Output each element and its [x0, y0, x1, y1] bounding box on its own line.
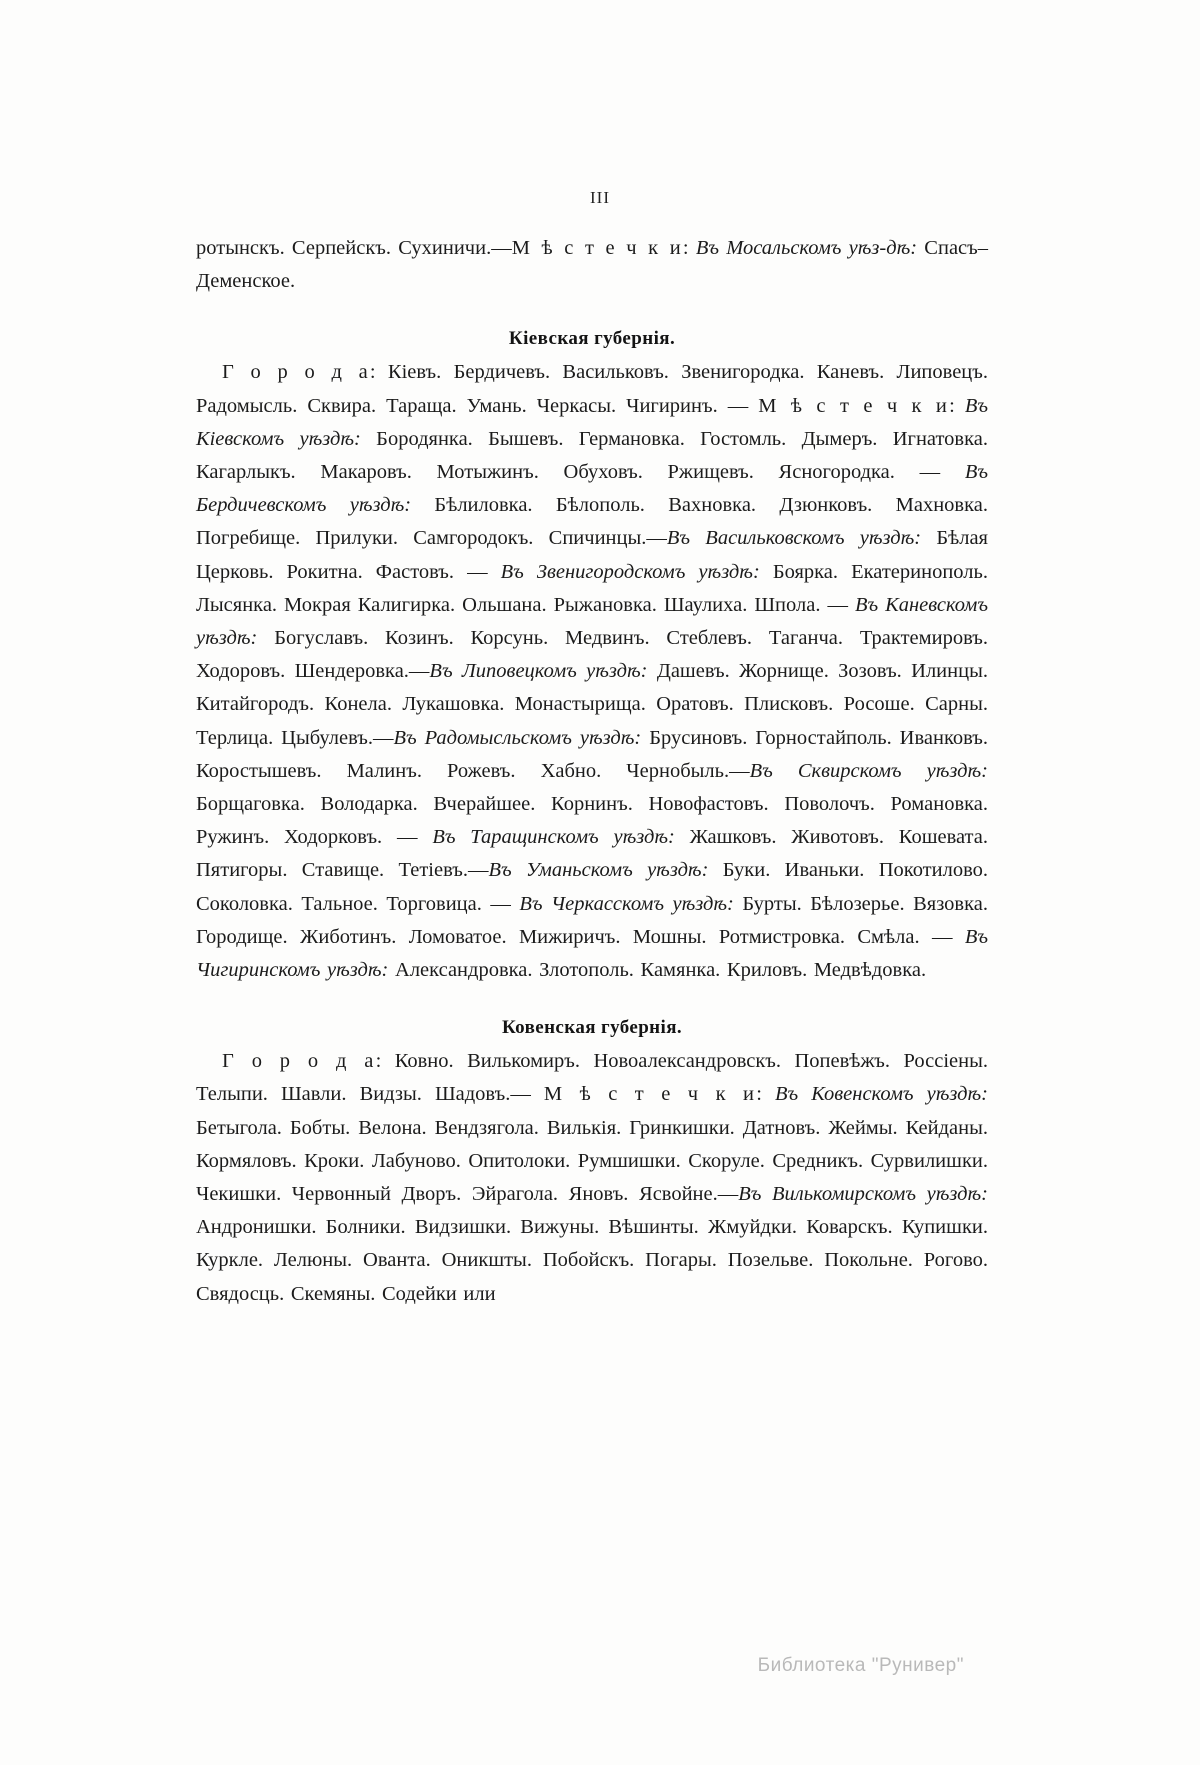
text-run: Борщаговка. Володарка. Вчерайшее. Корнинъ. Новофастовъ. Поволочъ. Романовка. Ружинъ. Ходорковъ. — [196, 793, 988, 849]
text-run: Богуславъ. Козинъ. Корсунь. Медвинъ. Стеблевъ. Таганча. Трактемировъ. Ходоровъ. Шендеровка.— [196, 627, 988, 683]
text-run: Бурты. Бѣлозерье. Вязовка. Городище. Жиботинъ. Ломоватое. Мижиричъ. Мошны. Ротмистровка. Смѣла. — [196, 892, 988, 948]
text-blocks [196, 232, 988, 1327]
text-run: Въ Бердичевскомъ уѣздѣ: [196, 461, 988, 517]
text-run: Г о р о д а [222, 1050, 376, 1073]
body-paragraph [196, 232, 988, 298]
text-run: : Кіевъ. Бердичевъ. Васильковъ. Звенигородка. Каневъ. Липовецъ. Радомысль. Сквира. Тараща. Умань. Черкасы. Чигиринъ. — [196, 361, 988, 417]
text-run: : Ковно. Вилькомиръ. Новоалександровскъ. Попевѣжъ. Россіены. Телыпи. Шавли. Видзы. Шадовъ.— [196, 1050, 988, 1106]
text-run: Въ Вилькомирскомъ уѣздѣ: [738, 1183, 988, 1206]
text-run: Бѣлиловка. Бѣлополь. Вахновка. Дзюнковъ. Махновка. Погребище. Прилуки. Самгородокъ. Спичинцы.— [196, 494, 988, 550]
text-run: Брусиновъ. Горностайполь. Иванковъ. Коростышевъ. Малинъ. Рожевъ. Хабно. Чернобыль.— [196, 726, 989, 782]
section-heading: Ковенская губернія. [501, 1017, 683, 1039]
text-run: : [756, 1083, 775, 1106]
text-run: Въ Уманьскомъ уѣздѣ: [488, 859, 709, 882]
page-content [196, 232, 988, 1327]
block-spacer [196, 987, 988, 1003]
text-run: Спасъ–Деменское. [196, 237, 988, 293]
text-run: Бетыгола. Бобты. Велона. Вендзягола. Вилькія. Гринкишки. Датновъ. Жеймы. Кейданы. Кормяловъ. Кроки. Лабуново. Опитолоки. Румшишки. Скоруле. Средникъ. Сурвилишки. Чекишки. Червонный Дворъ. Эйрагола. Яновъ. Ясвойне.— [196, 1116, 988, 1206]
page-number: III [590, 188, 610, 207]
body-paragraph [196, 356, 988, 987]
text-run: Въ Таращинскомъ уѣздѣ: [432, 826, 675, 849]
text-run: Въ Звенигородскомъ уѣздѣ: [500, 560, 760, 583]
library-watermark: Библиотека "Рунивер" [757, 1655, 964, 1676]
text-run: Въ Чигиринскомъ уѣздѣ: [196, 925, 988, 982]
text-run: Въ Липовецкомъ уѣздѣ: [429, 660, 648, 683]
text-run: Дашевъ. Жорнище. Зозовъ. Илинцы. Китайгородъ. Конела. Лукашовка. Монастырища. Оратовъ. Плисковъ. Росоше. Сарны. Терлица. Цыбулевъ.— [196, 660, 988, 749]
text-run: Въ Черкасскомъ уѣздѣ: [519, 892, 734, 915]
text-run: Въ Кіевскомъ уѣздѣ: [196, 394, 988, 450]
text-run: Въ Каневскомъ уѣздѣ: [196, 593, 989, 650]
text-run: Въ Ковенскомъ уѣздѣ: [774, 1083, 988, 1106]
text-run: Александровка. Злотополь. Камянка. Криловъ. Медвѣдовка. [388, 959, 927, 982]
text-run: Бѣлая Церковь. Рокитна. Фастовъ. — [196, 527, 988, 583]
text-run: Боярка. Екатеринополь. Лысянка. Мокрая Калигирка. Ольшана. Рыжановка. Шаулиха. Шпола. — [196, 560, 988, 616]
block-spacer [196, 298, 988, 314]
text-run: Въ Радомысльскомъ уѣздѣ: [393, 726, 642, 749]
text-run: Бородянка. Бышевъ. Германовка. Гостомль. Дымеръ. Игнатовка. Кагарлыкъ. Макаровъ. Мотыжинъ. Обуховъ. Ржищевъ. Ясногородка. — [196, 427, 988, 484]
text-run: М ѣ с т е ч к и [758, 394, 950, 417]
text-run: Въ Сквирскомъ уѣздѣ: [749, 759, 988, 782]
text-run: ротынскъ. Серпейскъ. Сухиничи.— [196, 237, 512, 259]
section-heading: Кіевская губернія. [508, 328, 676, 350]
text-run: Андронишки. Болники. Видзишки. Вижуны. Вѣшинты. Жмуйдки. Коварскъ. Купишки. Куркле. Лелюны. Ованта. Оникшты. Побойскъ. Погары. Позельве. Покольне. Рогово. Свядосць. Скемяны. Содейки или [196, 1216, 988, 1305]
text-run: М ѣ с т е ч к и [543, 1083, 757, 1106]
text-run: Жашковъ. Животовъ. Кошевата. Пятигоры. Ставище. Тетіевъ.— [196, 826, 988, 882]
text-run: Г о р о д а [222, 361, 370, 384]
text-run: Буки. Иваньки. Покотилово. Соколовка. Тальное. Торговица. — [196, 859, 988, 915]
block-spacer [196, 1311, 988, 1327]
body-paragraph [196, 1045, 988, 1311]
text-run: : [949, 394, 965, 417]
text-run: Въ Мосальскомъ уѣз-дѣ: [695, 237, 918, 259]
text-run: Въ Васильковскомъ уѣздѣ: [666, 527, 922, 550]
text-run: М ѣ с т е ч к и [511, 237, 683, 259]
text-run: : [682, 237, 696, 259]
